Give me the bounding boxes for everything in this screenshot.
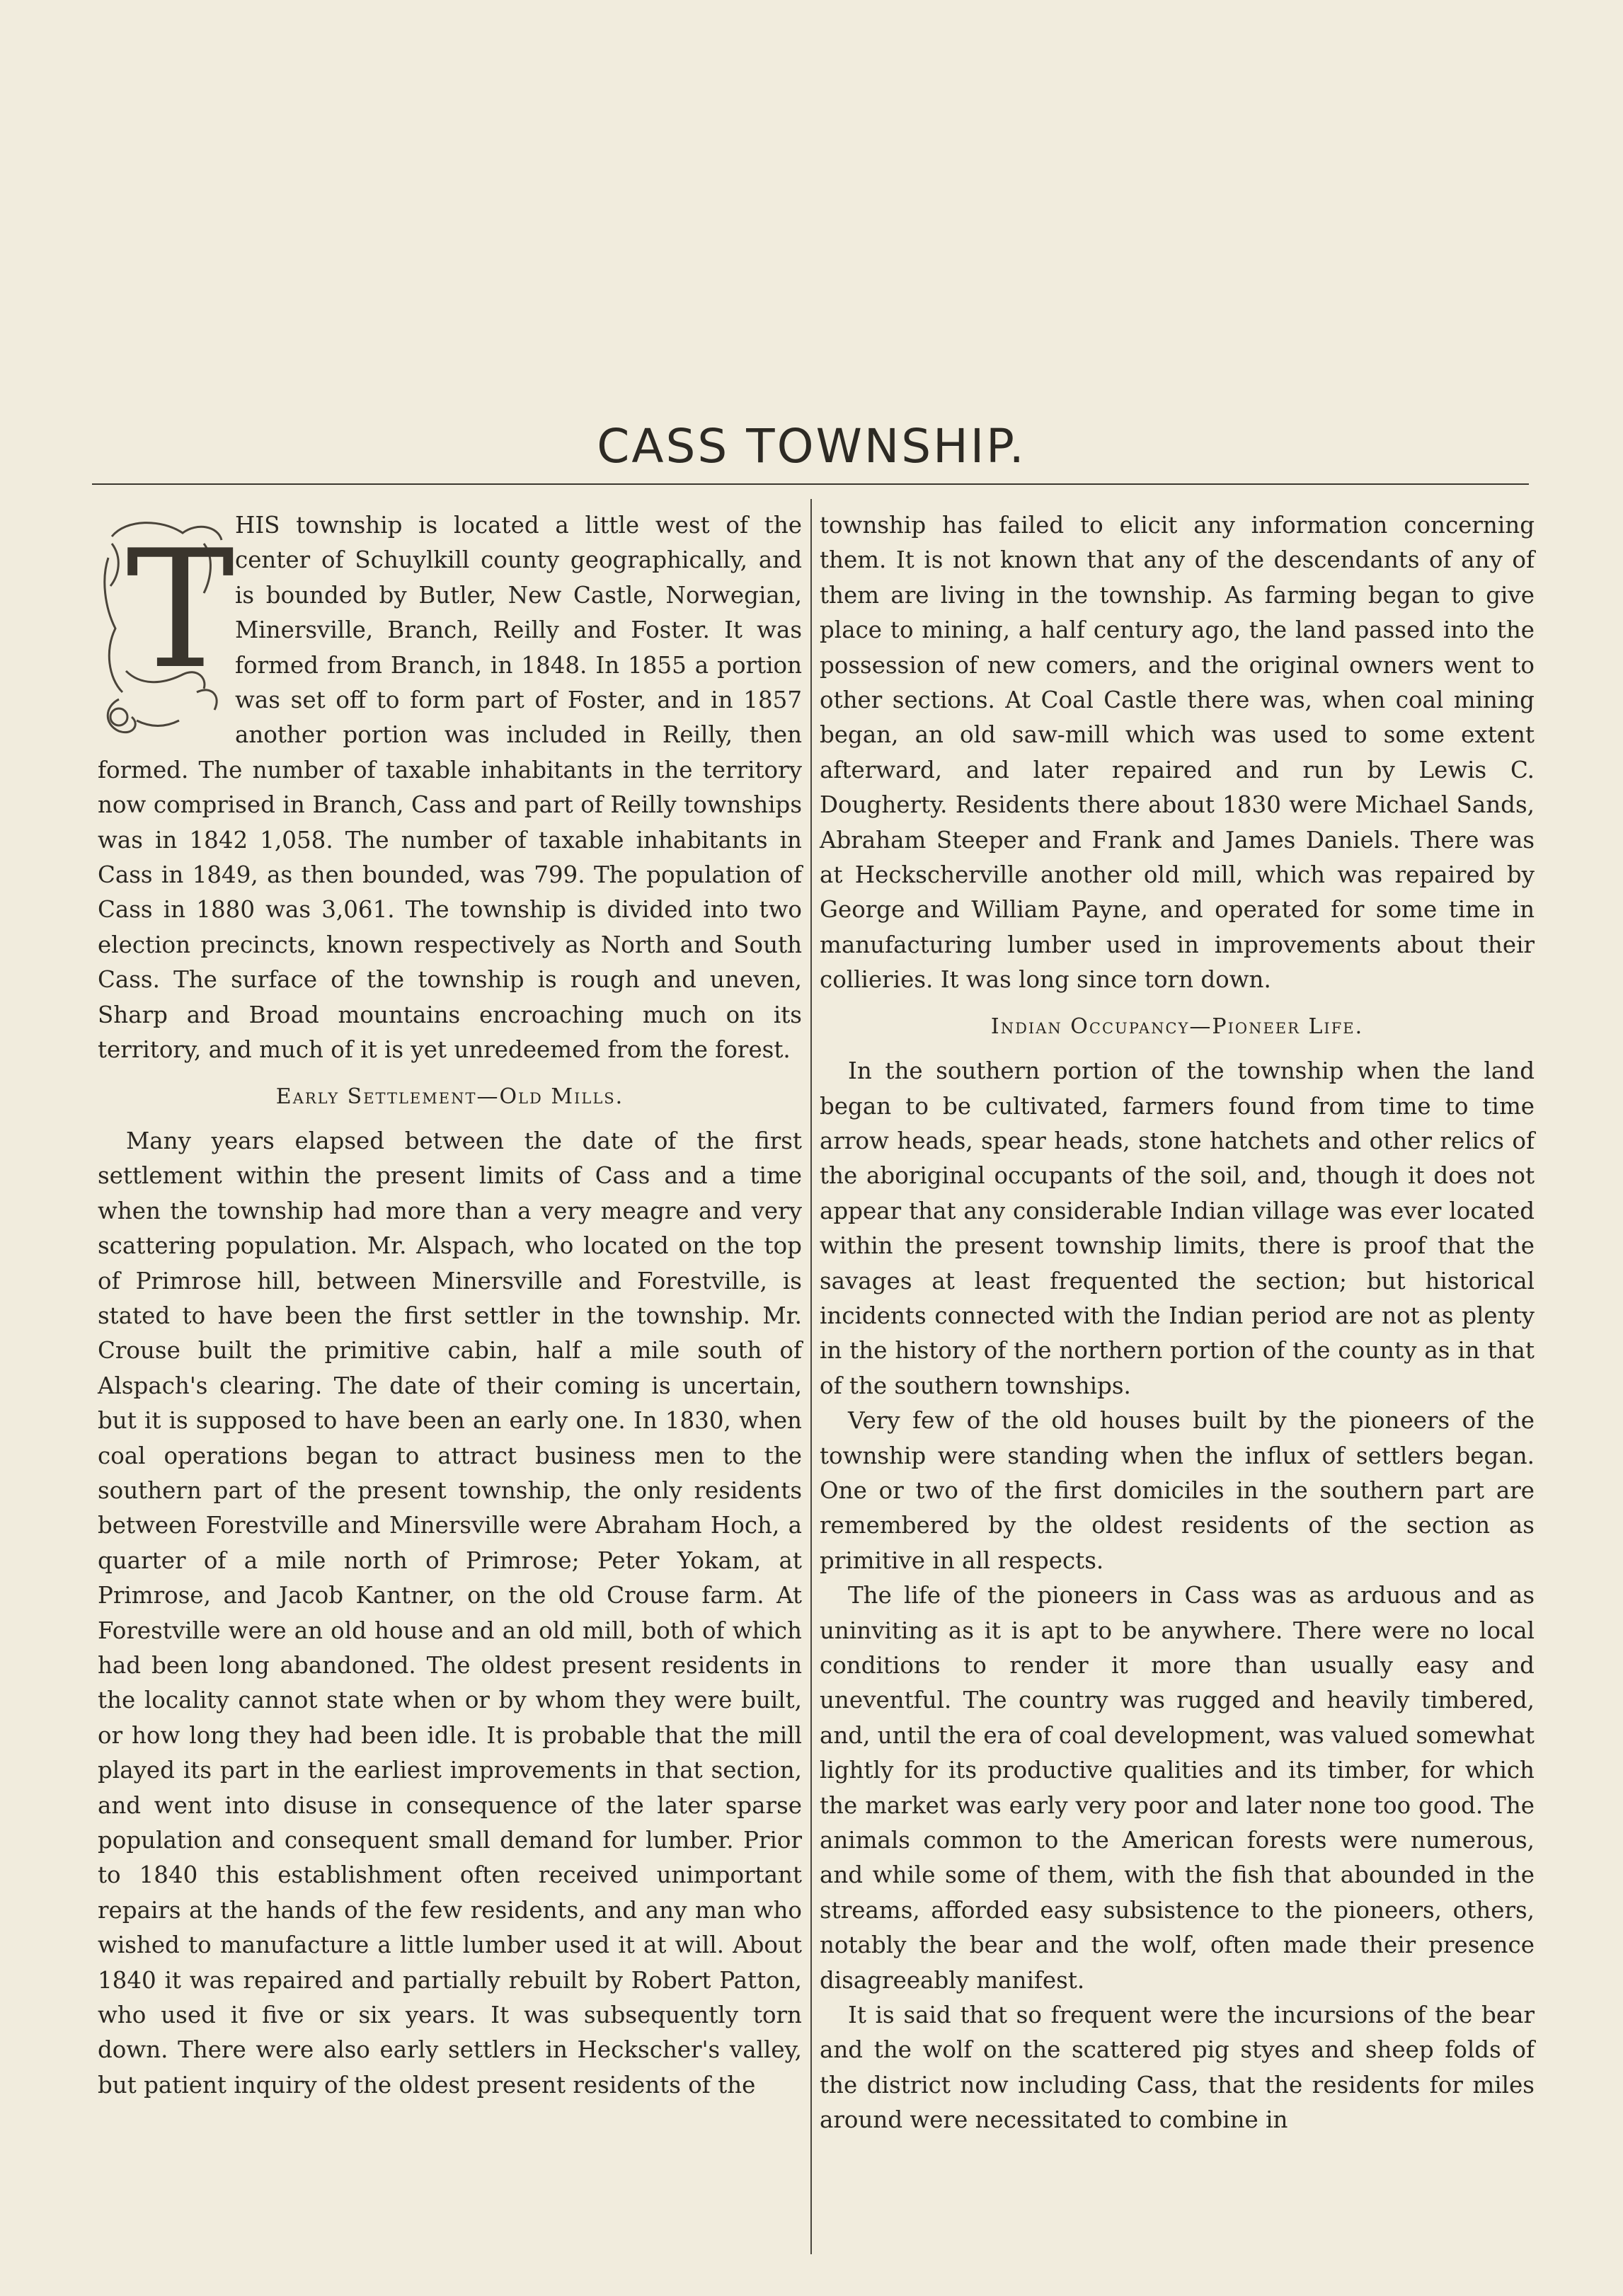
page-title: CASS TOWNSHIP. bbox=[597, 419, 1026, 474]
paragraph: Many years elapsed between the date of the first settlement within the present limits of Cass and a time when the township had more than a very meagre and very scattering population. Mr. Alspach, who located on the top of Primrose hill, between Minersville and Forestville, is stated to have been the first settler in the township. Mr. Crouse built the primitive cabin, half a mile south of Alspach's clearing. The date of their coming is uncertain, but it is supposed to have been an early one. In 1830, when coal operations began to attract business men to the southern part of the present township, the only residents between Forestville and Minersville were Abraham Hoch, a quarter of a mile north of Primrose; Peter Yokam, at Primrose, and Jacob Kantner, on the old Crouse farm. At Forestville were an old house and an old mill, both of which had been long abandoned. The oldest present residents in the locality cannot state when or by whom they were built, or how long they had been idle. It is probable that the mill played its part in the earliest improvements in that section, and went into disuse in consequence of the later sparse population and consequent small demand for lumber. Prior to 1840 this establishment often received unimportant repairs at the hands of the few residents, and any man who wished to manufacture a little lumber used it at will. About 1840 it was repaired and partially rebuilt by Robert Patton, who used it five or six years. It was subsequently torn down. There were also early settlers in Heckscher's valley, but patient inquiry of the oldest present residents of the bbox=[98, 1127, 802, 2099]
section-heading-early-settlement: Early Settlement—Old Mills. bbox=[275, 1084, 624, 1109]
intro-paragraph: HIS township is located a little west of the center of Schuylkill county geographically, and is bounded by Butler, New Castle, Norwegian, Minersville, Branch, Reilly and Foster. It was formed from Branch, in 1848. In 1855 a portion was set off to form part of Foster, and in 1857 another portion was included in Reilly, then formed. The number of taxable inhabitants in the territory now comprised in Branch, Cass and part of Reilly townships was in 1842 1,058. The number of taxable inhabitants in Cass in 1849, as then bounded, was 799. The population of Cass in 1880 was 3,061. The township is divided into two election precincts, known respectively as North and South Cass. The surface of the township is rough and uneven, Sharp and Broad mountains encroaching much on its territory, and much of it is yet unredeemed from the forest. bbox=[98, 512, 802, 1064]
paragraph: It is said that so frequent were the incursions of the bear and the wolf on the scattered pig styes and sheep folds of the district now including Cass, that the residents for miles around were necessitated to combine in bbox=[820, 2002, 1535, 2134]
drop-cap-letter: T bbox=[126, 516, 235, 705]
title-rule bbox=[92, 483, 1529, 485]
paragraph: Very few of the old houses built by the pioneers of the township were standing when the influx of settlers began. One or two of the first domiciles in the southern part are remembered by the oldest residents of the section as primitive in all respects. bbox=[820, 1407, 1535, 1574]
ornamental-drop-cap bbox=[98, 515, 235, 740]
continued-paragraph: township has failed to elicit any information concerning them. It is not known that any of the descendants of any of them are living in the township. As farming began to give place to mining, a half century ago, the land passed into the possession of new comers, and the original owners went to other sections. At Coal Castle there was, when coal mining began, an old saw-mill which was used to some extent afterward, and later repaired and run by Lewis C. Dougherty. Residents there about 1830 were Michael Sands, Abraham Steeper and Frank and James Daniels. There was at Heckscherville another old mill, which was repaired by George and William Payne, and operated for some time in manufacturing lumber used in improvements about their collieries. It was long since torn down. bbox=[820, 512, 1535, 994]
column-divider bbox=[810, 499, 812, 2254]
left-column bbox=[98, 508, 802, 2249]
paragraph: The life of the pioneers in Cass was as arduous and as uninviting as it is apt to be anywhere. There were no local conditions to render it more than usually easy and uneventful. The country was rugged and heavily timbered, and, until the era of coal development, was valued somewhat lightly for its productive qualities and its timber, for which the market was early very poor and later none too good. The animals common to the American forests were numerous, and while some of them, with the fish that abounded in the streams, afforded easy subsistence to the pioneers, others, notably the bear and the wolf, often made their presence disagreeably manifest. bbox=[820, 1582, 1535, 1994]
right-column bbox=[820, 508, 1535, 2249]
paragraph: In the southern portion of the township when the land began to be cultivated, farmers found from time to time arrow heads, spear heads, stone hatchets and other relics of the aboriginal occupants of the soil, and, though it does not appear that any considerable Indian village was ever located within the present township limits, there is proof that the savages at least frequented the section; but historical incidents connected with the Indian period are not as plenty in the history of the northern portion of the county as in that of the southern townships. bbox=[820, 1057, 1535, 1399]
section-heading-indian-occupancy: Indian Occupancy—Pioneer Life. bbox=[990, 1014, 1364, 1039]
